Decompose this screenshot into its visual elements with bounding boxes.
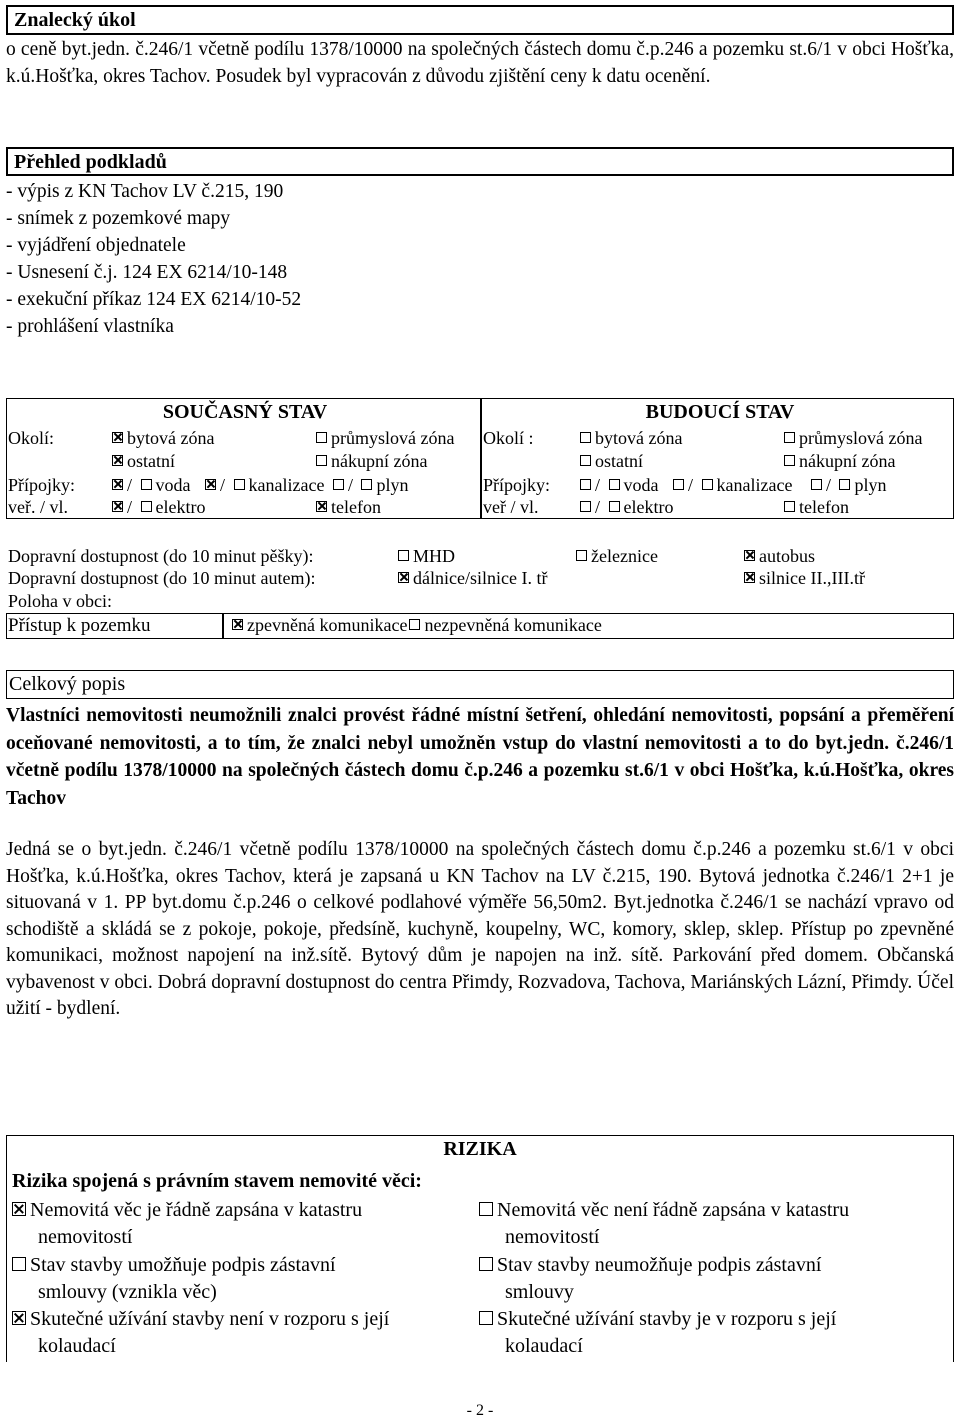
checkbox-empty-icon	[580, 479, 591, 490]
risks-subtitle: Rizika spojená s právním stavem nemovité věci:	[12, 1170, 422, 1192]
checkbox-empty-icon	[234, 479, 245, 490]
walk-access-label: Dopravní dostupnost (do 10 minut pěšky):	[8, 546, 314, 566]
slash: /	[595, 497, 601, 517]
sources-heading	[6, 147, 954, 176]
checkbox-empty-icon	[784, 455, 795, 466]
risks-title: RIZIKA	[443, 1138, 517, 1160]
opt-ostatni	[112, 450, 175, 472]
task-heading	[6, 5, 954, 35]
checkbox-empty-icon	[839, 479, 850, 490]
opt-nakupni	[316, 450, 427, 472]
opt-bytova-future	[580, 427, 682, 449]
risk-text: Stav stavby neumožňuje podpis zástavní	[497, 1254, 822, 1276]
util-elektro: elektro	[155, 497, 206, 517]
checkbox-empty-icon	[576, 550, 587, 561]
state-table-divider	[480, 398, 482, 519]
slash: /	[595, 475, 601, 495]
opt-label: průmyslová zóna	[799, 428, 923, 448]
ver-label: veř. / vl.	[8, 497, 68, 517]
risk-right-2	[479, 1306, 836, 1360]
risk-text-cont: smlouvy	[505, 1281, 574, 1303]
checkbox-checked-icon	[205, 479, 216, 490]
slash: /	[127, 497, 133, 517]
sources-heading-text: Přehled podkladů	[14, 151, 167, 173]
pristup-options	[232, 614, 602, 636]
description-heading	[6, 670, 954, 699]
slash: /	[825, 475, 831, 495]
checkbox-empty-icon	[141, 479, 152, 490]
checkbox-empty-icon	[479, 1257, 493, 1271]
risk-text-cont: kolaudací	[38, 1335, 116, 1357]
pripojky-label-future: Přípojky:	[483, 475, 551, 495]
checkbox-empty-icon	[361, 479, 372, 490]
slash: /	[347, 475, 353, 495]
description-heading-text: Celkový popis	[9, 673, 126, 695]
risk-text-cont: nemovitostí	[505, 1226, 600, 1248]
checkbox-empty-icon	[398, 550, 409, 561]
car-access-label: Dopravní dostupnost (do 10 minut autem):	[8, 568, 316, 588]
checkbox-checked-icon	[12, 1311, 26, 1325]
opt-mhd	[398, 545, 455, 567]
description-text: Jedná se o byt.jedn. č.246/1 včetně podílu 1378/10000 na společných částech domu č.p.246 a pozemku st.6/1 v obci Hošťka, k.ú.Hošťka, okres Tachov, která je zapsaná u KN Tachov na LV č.215, 190. Bytová jednotka č.246/1 2+1 je situovaná v 1. PP byt.domu č.p.246 o celkové podlahové výměře 56,50m2. Byt.jednotka č.246/1 se nachází vpravo od schodiště a skládá se z pokoje, pokoje, předsíně, kuchyně, koupelny, WC, komory, sklep, sklep. Přístup po zpevněné komunikaci, možnost napojení na inž.sítě. Bytový dům je napojen na inž. sítě. Parkování před domem. Občanská vybavenost v obci. Dobrá dopravní dostupnost do centra Přimdy, Rozvadova, Tachova, Mariánských Lázní, Přimdy. Účel užití - bydlení.	[6, 839, 954, 1019]
elektro-row	[112, 496, 206, 518]
task-heading-text: Znalecký úkol	[14, 9, 136, 31]
risk-left-2	[12, 1306, 389, 1360]
checkbox-empty-icon	[580, 432, 591, 443]
checkbox-empty-icon	[673, 479, 684, 490]
checkbox-empty-icon	[811, 479, 822, 490]
opt-ostatni-future	[580, 450, 643, 472]
checkbox-checked-icon	[112, 479, 123, 490]
opt-label: autobus	[759, 546, 815, 566]
opt-label: ostatní	[595, 451, 643, 471]
opt-label: železnice	[591, 546, 658, 566]
pristup-label: Přístup k pozemku	[8, 615, 151, 636]
checkbox-empty-icon	[316, 455, 327, 466]
elektro-row-future	[580, 496, 674, 518]
risk-text: Skutečné užívání stavby je v rozporu s její	[497, 1308, 837, 1330]
poloha-label: Poloha v obci:	[8, 591, 112, 611]
checkbox-empty-icon	[479, 1311, 493, 1325]
slash: /	[220, 475, 226, 495]
opt-bytova	[112, 427, 214, 449]
checkbox-empty-icon	[784, 501, 795, 512]
risk-text-cont: nemovitostí	[38, 1226, 133, 1248]
checkbox-empty-icon	[784, 432, 795, 443]
util-plyn: plyn	[854, 475, 887, 495]
ver-label-future: veř / vl.	[483, 497, 539, 517]
task-text: o ceně byt.jedn. č.246/1 včetně podílu 1378/10000 na společných částech domu č.p.246 a pozemku st.6/1 v obci Hošťka, k.ú.Hošťka, okres Tachov. Posudek byl vypracován z důvodu zjištění ceny k datu ocenění.	[6, 39, 954, 87]
checkbox-checked-icon	[744, 550, 755, 561]
risk-text: Nemovitá věc není řádně zapsána v katastru	[497, 1199, 850, 1221]
checkbox-empty-icon	[409, 619, 420, 630]
opt-prumyslova	[316, 427, 454, 449]
opt-autobus	[744, 545, 815, 567]
checkbox-checked-icon	[112, 455, 123, 466]
util-kanalizace: kanalizace	[248, 475, 325, 495]
util-elektro: elektro	[623, 497, 674, 517]
slash: /	[127, 475, 133, 495]
checkbox-empty-icon	[580, 455, 591, 466]
checkbox-empty-icon	[141, 501, 152, 512]
checkbox-checked-icon	[112, 501, 123, 512]
opt-zpevnena: zpevněná komunikace	[247, 615, 408, 635]
pripojky-label: Přípojky:	[8, 475, 76, 495]
opt-label: silnice II.,III.tř	[759, 568, 865, 588]
risk-text-cont: kolaudací	[505, 1335, 583, 1357]
opt-telefon-future	[784, 496, 849, 518]
checkbox-checked-icon	[12, 1202, 26, 1216]
risk-left-1	[12, 1252, 336, 1306]
checkbox-checked-icon	[398, 572, 409, 583]
opt-nakupni-future	[784, 450, 895, 472]
okoli-label-future: Okolí :	[483, 428, 534, 448]
checkbox-empty-icon	[12, 1257, 26, 1271]
checkbox-checked-icon	[744, 572, 755, 583]
checkbox-empty-icon	[316, 432, 327, 443]
opt-label: ostatní	[127, 451, 175, 471]
opt-label: dálnice/silnice I. tř	[413, 568, 548, 588]
opt-label: telefon	[331, 497, 381, 517]
util-voda: voda	[623, 475, 659, 495]
risk-text: Skutečné užívání stavby není v rozporu s její	[30, 1308, 390, 1330]
risk-text: Stav stavby umožňuje podpis zástavní	[30, 1254, 336, 1276]
risk-left-0	[12, 1197, 362, 1251]
util-kanalizace: kanalizace	[716, 475, 793, 495]
pristup-divider	[222, 613, 224, 639]
util-voda: voda	[155, 475, 191, 495]
risk-right-1	[479, 1252, 821, 1306]
opt-label: bytová zóna	[595, 428, 683, 448]
checkbox-empty-icon	[479, 1202, 493, 1216]
opt-label: bytová zóna	[127, 428, 215, 448]
utilities-row	[112, 474, 409, 496]
checkbox-checked-icon	[112, 432, 123, 443]
slash: /	[688, 475, 694, 495]
checkbox-empty-icon	[609, 501, 620, 512]
opt-label: MHD	[413, 546, 456, 566]
opt-label: telefon	[799, 497, 849, 517]
future-state-title: BUDOUCÍ STAV	[645, 401, 795, 423]
checkbox-empty-icon	[333, 479, 344, 490]
risk-text: Nemovitá věc je řádně zapsána v katastru	[30, 1199, 363, 1221]
opt-telefon	[316, 496, 381, 518]
source-item: - exekuční příkaz 124 EX 6214/10-52	[6, 289, 302, 310]
opt-zeleznice	[576, 545, 658, 567]
checkbox-checked-icon	[316, 501, 327, 512]
checkbox-empty-icon	[609, 479, 620, 490]
opt-label: nákupní zóna	[331, 451, 428, 471]
description-bold-text: Vlastníci nemovitosti neumožnili znalci provést řádné místní šetření, ohledání nemovitosti, popsání a přeměření oceňované nemovitosti, a to tím, že znalci nebyl umožněn vstup do vlastní nemovitosti a to do byt.jedn. č.246/1 včetně podílu 1378/10000 na společných částech domu č.p.246 a pozemku st.6/1 v obci Hošťka, k.ú.Hošťka, okres Tachov	[6, 705, 954, 809]
utilities-row-future	[580, 474, 887, 496]
opt-prumyslova-future	[784, 427, 922, 449]
checkbox-empty-icon	[580, 501, 591, 512]
opt-dalnice	[398, 567, 547, 589]
source-item: - prohlášení vlastníka	[6, 316, 174, 337]
util-plyn: plyn	[376, 475, 409, 495]
source-item: - Usnesení č.j. 124 EX 6214/10-148	[6, 262, 288, 283]
source-item: - vyjádření objednatele	[6, 235, 186, 256]
checkbox-checked-icon	[232, 619, 243, 630]
source-item: - snímek z pozemkové mapy	[6, 208, 231, 229]
source-item: - výpis z KN Tachov LV č.215, 190	[6, 181, 284, 202]
okoli-label: Okolí:	[8, 428, 55, 448]
risk-right-0	[479, 1197, 849, 1251]
checkbox-empty-icon	[702, 479, 713, 490]
page-number: - 2 -	[466, 1402, 494, 1419]
opt-nezpevnena: nezpevněná komunikace	[424, 615, 602, 635]
current-state-title: SOUČASNÝ STAV	[162, 401, 328, 423]
risk-text-cont: smlouvy (vznikla věc)	[38, 1281, 217, 1303]
opt-label: nákupní zóna	[799, 451, 896, 471]
opt-label: průmyslová zóna	[331, 428, 455, 448]
opt-silnice	[744, 567, 865, 589]
